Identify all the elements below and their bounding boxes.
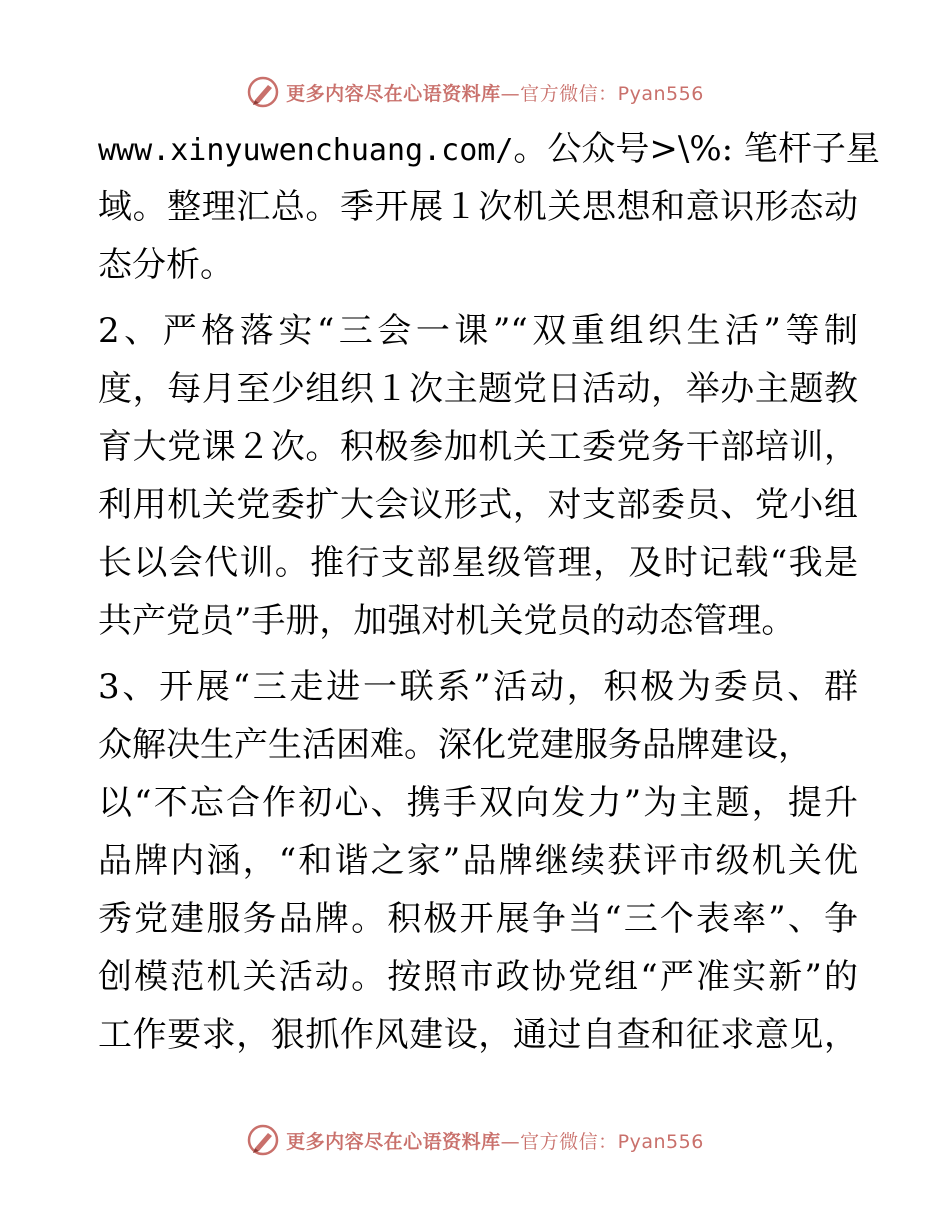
body-line: 众解决生产生活困难。深化党建服务品牌建设， <box>98 725 812 765</box>
body-line: 利用机关党委扩大会议形式，对支部委员、党小组 <box>98 485 858 525</box>
paragraph-1 <box>98 120 880 294</box>
header-wechat-text: —官方微信：Pyan556 <box>500 82 704 105</box>
paragraph-3 <box>98 658 858 1064</box>
body-line: 工作要求，狠抓作风建设，通过自查和征求意见， <box>98 1015 858 1055</box>
body-line: 育大党课２次。积极参加机关工委党务干部培训， <box>98 427 858 467</box>
pen-logo-icon <box>246 75 280 109</box>
document-body <box>98 120 880 1064</box>
header-brand-text: 更多内容尽在心语资料库 <box>286 82 501 105</box>
body-line: 以“不忘合作初心、携手双向发力”为主题，提升 <box>98 783 858 823</box>
footer-wechat-text: —官方微信：Pyan556 <box>500 1130 704 1153</box>
source-url: www.xinyuwenchuang.com/ <box>98 133 514 168</box>
body-line: 品牌内涵，“和谐之家”品牌继续获评市级机关优 <box>98 841 858 881</box>
pen-logo-icon <box>246 1123 280 1157</box>
header-watermark-banner <box>0 72 950 112</box>
body-line: 域。整理汇总。季开展１次机关思想和意识形态动 <box>98 187 858 227</box>
body-line: 2、严格落实“三会一课”“双重组织生活”等制 <box>98 311 858 351</box>
footer-brand-text: 更多内容尽在心语资料库 <box>286 1130 501 1153</box>
body-line: www.xinyuwenchuang.com/。公众号>\%: 笔杆子星 <box>98 129 880 169</box>
body-line: 3、开展“三走进一联系”活动，积极为委员、群 <box>98 667 858 707</box>
body-line: 度，每月至少组织１次主题党日活动，举办主题教 <box>98 369 858 409</box>
body-line: 长以会代训。推行支部星级管理，及时记载“我是 <box>98 543 858 583</box>
body-line: 秀党建服务品牌。积极开展争当“三个表率”、争 <box>98 899 858 939</box>
footer-watermark-banner <box>0 1120 950 1160</box>
paragraph-2 <box>98 302 858 650</box>
body-line: 创模范机关活动。按照市政协党组“严准实新”的 <box>98 957 858 997</box>
body-line: 共产党员”手册，加强对机关党员的动态管理。 <box>98 601 796 641</box>
body-line: 态分析。 <box>98 245 234 285</box>
